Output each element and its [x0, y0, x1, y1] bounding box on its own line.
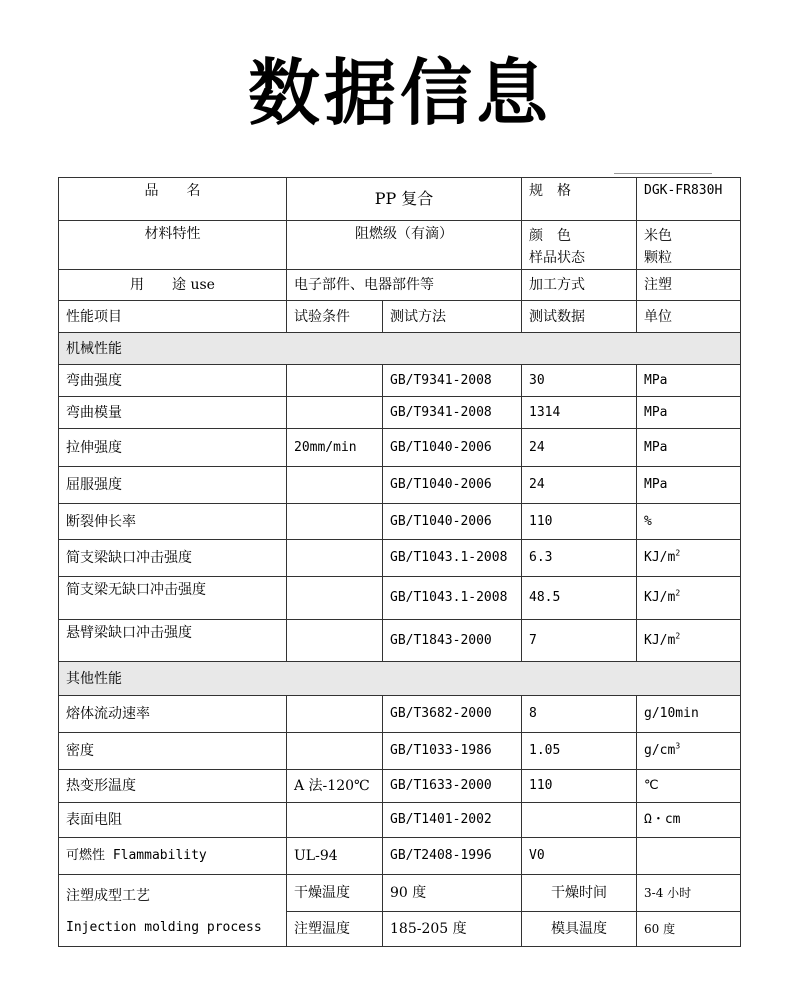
usage-label: 用 途 use — [59, 270, 287, 301]
unit-cell: g/10min — [637, 696, 741, 733]
color-sample-labels — [522, 221, 637, 270]
test-method-cell: GB/T1040-2006 — [383, 429, 522, 467]
die-temp-label: 模具温度 — [522, 912, 637, 947]
property-name-cell: 简支梁无缺口冲击强度 — [59, 577, 287, 620]
mold-temp-label: 注塑温度 — [287, 912, 383, 947]
injection-label-en: Injection molding process — [66, 919, 262, 935]
table-row — [59, 397, 741, 429]
column-header: 测试数据 — [522, 301, 637, 333]
test-condition-cell — [287, 365, 383, 397]
table-row — [59, 696, 741, 733]
test-data-cell: 1.05 — [522, 733, 637, 770]
test-condition-cell: A 法-120℃ — [287, 770, 383, 803]
test-condition-cell — [287, 397, 383, 429]
column-header-row — [59, 301, 741, 333]
unit-cell: % — [637, 504, 741, 540]
test-data-cell: 110 — [522, 770, 637, 803]
test-condition-cell: 20mm/min — [287, 429, 383, 467]
test-condition-cell: UL-94 — [287, 838, 383, 875]
die-temp-value: 60 度 — [637, 912, 741, 947]
unit-cell: Ω・cm — [637, 803, 741, 838]
table-row — [59, 504, 741, 540]
dry-temp-value: 90 度 — [383, 875, 522, 912]
test-method-cell: GB/T1040-2006 — [383, 504, 522, 540]
unit-cell: MPa — [637, 365, 741, 397]
test-condition-cell — [287, 467, 383, 504]
property-name-cell: 拉伸强度 — [59, 429, 287, 467]
process-label: 加工方式 — [522, 270, 637, 301]
section-row — [59, 333, 741, 365]
injection-label — [59, 875, 287, 947]
unit-cell — [637, 838, 741, 875]
table-row — [59, 429, 741, 467]
test-method-cell: GB/T1043.1-2008 — [383, 540, 522, 577]
table-row — [59, 838, 741, 875]
mold-temp-value: 185-205 度 — [383, 912, 522, 947]
test-data-cell: 110 — [522, 504, 637, 540]
test-data-cell: V0 — [522, 838, 637, 875]
property-name-cell: 简支梁缺口冲击强度 — [59, 540, 287, 577]
spec-table — [58, 177, 741, 947]
property-name-cell: 熔体流动速率 — [59, 696, 287, 733]
table-row — [59, 733, 741, 770]
usage-value: 电子部件、电器部件等 — [287, 270, 522, 301]
column-header: 单位 — [637, 301, 741, 333]
property-name-cell: 热变形温度 — [59, 770, 287, 803]
color-label: 颜 色 — [529, 228, 571, 244]
unit-superscript: 2 — [675, 631, 681, 641]
unit-cell: ℃ — [637, 770, 741, 803]
test-data-cell: 24 — [522, 429, 637, 467]
unit-cell: $KJ/m^2$ — [637, 577, 741, 620]
section-row — [59, 662, 741, 696]
test-data-cell — [522, 803, 637, 838]
product-name-label: 品 名 — [59, 178, 287, 221]
sample-value: 颗粒 — [644, 250, 672, 266]
test-condition-cell — [287, 540, 383, 577]
other-rows — [59, 696, 741, 875]
unit-cell: $KJ/m^2$ — [637, 540, 741, 577]
table-row — [59, 620, 741, 662]
test-method-cell: GB/T2408-1996 — [383, 838, 522, 875]
table-row — [59, 770, 741, 803]
unit-cell: $g/cm^3$ — [637, 733, 741, 770]
section-title-other: 其他性能 — [59, 662, 741, 696]
dry-time-label: 干燥时间 — [522, 875, 637, 912]
sample-label: 样品状态 — [529, 250, 585, 266]
property-name-cell: 悬臂梁缺口冲击强度 — [59, 620, 287, 662]
unit-superscript: 3 — [675, 741, 681, 751]
color-sample-values — [637, 221, 741, 270]
spec-value: DGK-FR830H — [637, 178, 741, 221]
test-method-cell: GB/T1843-2000 — [383, 620, 522, 662]
dry-time-value: 3-4 小时 — [637, 875, 741, 912]
test-data-cell: 8 — [522, 696, 637, 733]
test-data-cell: 48.5 — [522, 577, 637, 620]
test-condition-cell — [287, 803, 383, 838]
test-condition-cell — [287, 620, 383, 662]
table-row — [59, 540, 741, 577]
test-condition-cell — [287, 504, 383, 540]
table-row — [59, 803, 741, 838]
property-name-cell: 弯曲模量 — [59, 397, 287, 429]
test-method-cell: GB/T1040-2006 — [383, 467, 522, 504]
column-header: 测试方法 — [383, 301, 522, 333]
property-name-cell: 屈服强度 — [59, 467, 287, 504]
page-title: 数据信息 — [247, 51, 552, 135]
test-data-cell: 7 — [522, 620, 637, 662]
unit-cell: MPa — [637, 397, 741, 429]
property-name-cell: 密度 — [59, 733, 287, 770]
test-method-cell: GB/T1033-1986 — [383, 733, 522, 770]
table-row — [59, 577, 741, 620]
unit-cell: MPa — [637, 429, 741, 467]
color-value: 米色 — [644, 228, 672, 244]
test-condition-cell — [287, 577, 383, 620]
test-method-cell: GB/T9341-2008 — [383, 365, 522, 397]
property-name-cell: 弯曲强度 — [59, 365, 287, 397]
material-label: 材料特性 — [59, 221, 287, 270]
test-condition-cell — [287, 733, 383, 770]
column-header: 试验条件 — [287, 301, 383, 333]
material-value: 阻燃级（有滴） — [287, 221, 522, 270]
test-data-cell: 1314 — [522, 397, 637, 429]
section-title-mechanical: 机械性能 — [59, 333, 741, 365]
test-method-cell: GB/T9341-2008 — [383, 397, 522, 429]
spec-label: 规 格 — [522, 178, 637, 221]
column-header: 性能项目 — [59, 301, 287, 333]
test-data-cell: 24 — [522, 467, 637, 504]
property-name-cell: 表面电阻 — [59, 803, 287, 838]
test-data-cell: 30 — [522, 365, 637, 397]
unit-cell: MPa — [637, 467, 741, 504]
test-method-cell: GB/T1043.1-2008 — [383, 577, 522, 620]
table-row — [59, 365, 741, 397]
unit-superscript: 2 — [675, 548, 681, 558]
injection-label-cn: 注塑成型工艺 — [66, 887, 150, 904]
mechanical-rows — [59, 365, 741, 662]
property-name-cell: 断裂伸长率 — [59, 504, 287, 540]
test-data-cell: 6.3 — [522, 540, 637, 577]
test-condition-cell — [287, 696, 383, 733]
unit-cell: $KJ/m^2$ — [637, 620, 741, 662]
unit-superscript: 2 — [675, 588, 681, 598]
product-name-value: PP 复合 — [287, 178, 522, 221]
dry-temp-label: 干燥温度 — [287, 875, 383, 912]
table-row — [59, 467, 741, 504]
test-method-cell: GB/T1401-2002 — [383, 803, 522, 838]
decorative-line — [614, 173, 712, 174]
test-method-cell: GB/T3682-2000 — [383, 696, 522, 733]
property-name-cell: 可燃性 Flammability — [59, 838, 287, 875]
process-value: 注塑 — [637, 270, 741, 301]
test-method-cell: GB/T1633-2000 — [383, 770, 522, 803]
